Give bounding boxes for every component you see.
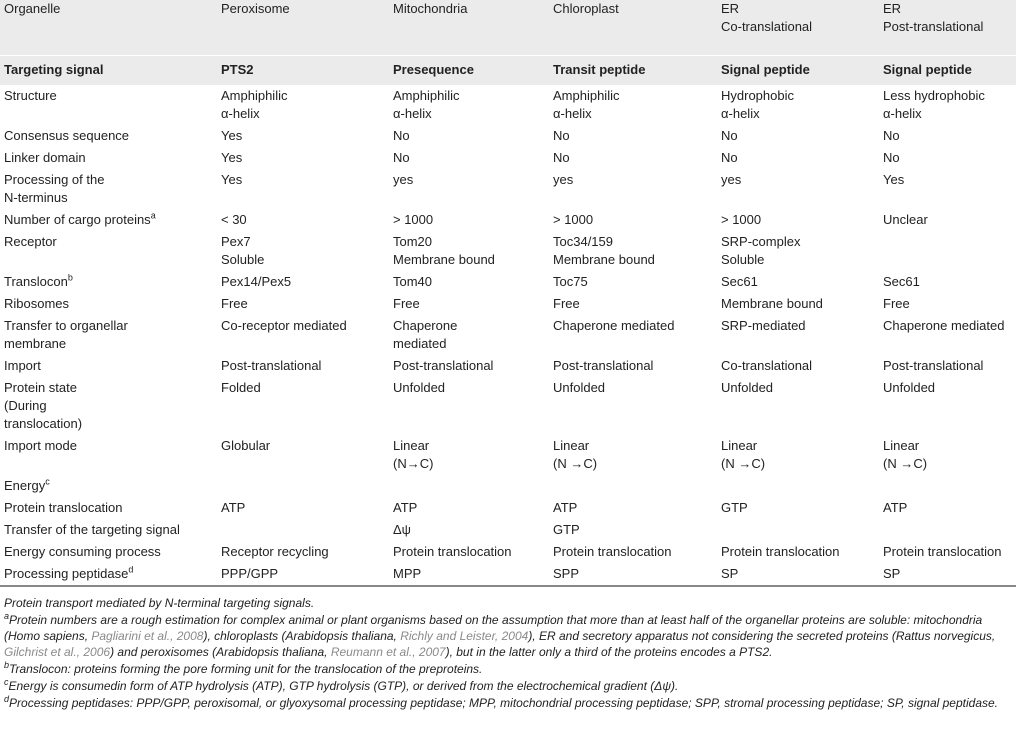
table-cell — [389, 85, 549, 125]
footnote-a-text: Protein numbers are a rough estimation for complex animal or plant organisms based on the assumption that more than at least half of the organellar proteins are soluble: mitochondria (Homo sapiens, — [4, 613, 983, 643]
cell-line: Yes — [221, 150, 243, 165]
table-cell — [879, 85, 1016, 125]
row-label — [0, 315, 217, 355]
row-label — [0, 377, 217, 435]
cell-line: Post-translational — [883, 358, 984, 373]
cell-line: Tom20 — [393, 234, 433, 249]
cell-line: α-helix — [393, 106, 432, 121]
cell-line: SP — [721, 566, 739, 581]
cell-line: Linear — [393, 438, 430, 453]
table-cell — [389, 475, 549, 497]
table-cell — [389, 377, 549, 435]
header-row — [0, 0, 1016, 55]
cell-line: Soluble — [721, 252, 765, 267]
row-label-text: Protein translocation — [4, 500, 123, 515]
table-cell — [549, 169, 717, 209]
table-cell — [217, 293, 389, 315]
table-row — [0, 519, 1016, 541]
cell-line: Sec61 — [883, 274, 920, 289]
row-label-line: membrane — [4, 336, 67, 351]
cell-line: Protein translocation — [721, 544, 840, 559]
table-row — [0, 377, 1016, 435]
table-cell — [879, 315, 1016, 355]
cell-line: Membrane bound — [721, 296, 823, 311]
row-label — [0, 125, 217, 147]
table-cell — [217, 85, 389, 125]
cell-line: ATP — [553, 500, 578, 515]
row-label-line: N-terminus — [4, 190, 68, 205]
targeting-signal-label: Targeting signal — [0, 55, 217, 85]
table-cell — [549, 271, 717, 293]
cell-line: Free — [553, 296, 580, 311]
cell-line: ATP — [393, 500, 418, 515]
row-label-line: Processing of the — [4, 172, 105, 187]
footnote-b — [4, 661, 1012, 677]
targeting-signal-cell: PTS2 — [217, 55, 389, 85]
table-cell — [549, 475, 717, 497]
row-label-text: Import mode — [4, 438, 77, 453]
table-row — [0, 209, 1016, 231]
table-row — [0, 475, 1016, 497]
table-cell — [879, 209, 1016, 231]
targeting-signal-cell: Signal peptide — [717, 55, 879, 85]
table-cell — [879, 271, 1016, 293]
header-er-post-line2: Post-translational — [883, 19, 984, 34]
citation-link[interactable]: Richly and Leister, 2004 — [400, 629, 529, 643]
table-cell — [717, 541, 879, 563]
table-cell — [389, 293, 549, 315]
table-cell — [549, 125, 717, 147]
header-organelle: Organelle — [4, 1, 61, 16]
cell-line: Linear — [883, 438, 920, 453]
table-cell — [879, 293, 1016, 315]
cell-line: ATP — [883, 500, 908, 515]
table-cell — [549, 541, 717, 563]
cell-line: Yes — [883, 172, 905, 187]
cell-line: SPP — [553, 566, 580, 581]
table-cell — [389, 147, 549, 169]
footnote-c-text: Energy is consumedin form of ATP hydrolysis (ATP), GTP hydrolysis (GTP), or derived from the electrochemical gradient (Δψ). — [8, 679, 679, 693]
footnote-a-text: ), chloroplasts (Arabidopsis thaliana, — [203, 629, 401, 643]
cell-line: < 30 — [221, 212, 247, 227]
footnote-c — [4, 678, 1012, 694]
table-cell — [217, 497, 389, 519]
cell-line: > 1000 — [721, 212, 762, 227]
cell-line: Unfolded — [883, 380, 936, 395]
row-label-text: Number of cargo proteins — [4, 212, 151, 227]
cell-line: Pex14/Pex5 — [221, 274, 292, 289]
cell-line: No — [393, 150, 410, 165]
table-footnotes — [0, 587, 1016, 711]
table-cell — [879, 377, 1016, 435]
cell-line: > 1000 — [553, 212, 594, 227]
cell-line: > 1000 — [393, 212, 434, 227]
cell-line: Yes — [221, 128, 243, 143]
citation-link[interactable]: Reumann et al., 2007 — [330, 645, 446, 659]
header-chloroplast: Chloroplast — [553, 1, 619, 16]
row-label-text: Processing peptidase — [4, 566, 129, 581]
table-cell — [549, 519, 717, 541]
cell-line: Pex7 — [221, 234, 251, 249]
row-label — [0, 169, 217, 209]
cell-line: Tom40 — [393, 274, 433, 289]
row-label — [0, 355, 217, 377]
row-label — [0, 147, 217, 169]
row-label — [0, 85, 217, 125]
table-cell — [389, 519, 549, 541]
footnote-marker: b — [67, 272, 73, 283]
cell-line: Sec61 — [721, 274, 758, 289]
cell-line: Folded — [221, 380, 261, 395]
cell-line: MPP — [393, 566, 422, 581]
cell-line: Unfolded — [553, 380, 606, 395]
row-label-line: translocation) — [4, 416, 83, 431]
cell-line: Chaperone mediated — [883, 318, 1005, 333]
table-cell — [879, 355, 1016, 377]
table-cell — [389, 563, 549, 586]
cell-line: Membrane bound — [393, 252, 495, 267]
row-label — [0, 563, 217, 586]
cell-line: α-helix — [221, 106, 260, 121]
table-cell — [717, 563, 879, 586]
row-label-text: Consensus sequence — [4, 128, 130, 143]
row-label — [0, 209, 217, 231]
header-peroxisome: Peroxisome — [221, 1, 290, 16]
table-cell — [217, 435, 389, 475]
cell-line: SRP-mediated — [721, 318, 806, 333]
cell-line: Globular — [221, 438, 271, 453]
cell-line: Free — [221, 296, 248, 311]
cell-line: Soluble — [221, 252, 265, 267]
cell-line: No — [393, 128, 410, 143]
cell-line: α-helix — [553, 106, 592, 121]
cell-line: SP — [883, 566, 901, 581]
table-cell — [879, 169, 1016, 209]
table-cell — [549, 377, 717, 435]
table-cell — [717, 231, 879, 271]
targeting-signal-cell: Presequence — [389, 55, 549, 85]
citation-link[interactable]: Gilchrist et al., 2006 — [4, 645, 111, 659]
cell-line: yes — [721, 172, 742, 187]
cell-line: Free — [393, 296, 420, 311]
table-cell — [879, 475, 1016, 497]
table-row — [0, 497, 1016, 519]
table-cell — [217, 271, 389, 293]
cell-line: Chaperone mediated — [553, 318, 675, 333]
cell-line: yes — [393, 172, 414, 187]
cell-line: No — [883, 150, 900, 165]
row-label-line: Transfer to organellar — [4, 318, 128, 333]
cell-line: α-helix — [883, 106, 922, 121]
table-cell — [217, 519, 389, 541]
footnote-b-text: Translocon: proteins forming the pore forming unit for the translocation of the preproteins. — [9, 662, 483, 676]
footnote-d — [4, 695, 1012, 711]
table-cell — [217, 147, 389, 169]
table-cell — [879, 497, 1016, 519]
footnote-a — [4, 612, 1012, 660]
table-row — [0, 563, 1016, 586]
cell-line: (N→C) — [393, 456, 434, 471]
footnote-b-marker: b — [4, 660, 10, 670]
table-cell — [549, 293, 717, 315]
table-row — [0, 231, 1016, 271]
cell-line: GTP — [721, 500, 748, 515]
row-label-text: Energy consuming process — [4, 544, 161, 559]
table-cell — [217, 231, 389, 271]
table-cell — [717, 147, 879, 169]
header-mitochondria: Mitochondria — [393, 1, 468, 16]
table-row — [0, 271, 1016, 293]
table-row — [0, 293, 1016, 315]
table-cell — [549, 147, 717, 169]
cell-line: yes — [553, 172, 574, 187]
header-er-post-line1: ER — [883, 1, 902, 16]
table-cell — [717, 293, 879, 315]
table-cell — [549, 497, 717, 519]
table-cell — [217, 541, 389, 563]
cell-line: No — [553, 128, 570, 143]
table-row — [0, 315, 1016, 355]
table-cell — [389, 125, 549, 147]
table-cell — [717, 271, 879, 293]
row-label-text: Energy — [4, 478, 46, 493]
table-cell — [217, 209, 389, 231]
cell-line: Unfolded — [721, 380, 774, 395]
cell-line: Co-translational — [721, 358, 813, 373]
table-cell — [217, 125, 389, 147]
cell-line: Protein translocation — [393, 544, 512, 559]
cell-line: (N →C) — [553, 456, 598, 471]
table-cell — [389, 541, 549, 563]
targeting-signal-row — [0, 55, 1016, 85]
footnote-marker: a — [150, 210, 156, 221]
table-cell — [549, 435, 717, 475]
table-cell — [217, 563, 389, 586]
targeting-signal-cell: Transit peptide — [549, 55, 717, 85]
cell-line: Amphiphilic — [393, 88, 460, 103]
table-body — [0, 85, 1016, 586]
table-cell — [717, 519, 879, 541]
footnote-d-marker: d — [4, 694, 10, 704]
table-cell — [389, 209, 549, 231]
cell-line: Post-translational — [393, 358, 494, 373]
cell-line: Linear — [553, 438, 590, 453]
footnote-c-marker: c — [4, 677, 9, 687]
table-cell — [389, 435, 549, 475]
cell-line: No — [721, 150, 738, 165]
table-cell — [217, 315, 389, 355]
table-caption: Protein transport mediated by N-terminal targeting signals. — [4, 596, 315, 610]
table-cell — [879, 125, 1016, 147]
table-cell — [717, 169, 879, 209]
cell-line: Post-translational — [553, 358, 654, 373]
cell-line: Toc75 — [553, 274, 588, 289]
cell-line: Toc34/159 — [553, 234, 613, 249]
table-cell — [217, 169, 389, 209]
table-row — [0, 125, 1016, 147]
footnote-d-text: Processing peptidases: PPP/GPP, peroxisomal, or glyoxysomal processing peptidase; MPP, mitochondrial processing peptidase; SPP, stromal processing peptidase; SP, signal peptidase. — [9, 696, 999, 710]
cell-line: (N →C) — [883, 456, 928, 471]
table-row — [0, 435, 1016, 475]
cell-line: Protein translocation — [553, 544, 672, 559]
cell-line: GTP — [553, 522, 580, 537]
table-cell — [217, 355, 389, 377]
cell-line: Unclear — [883, 212, 928, 227]
footnote-a-marker: a — [4, 611, 10, 621]
row-label-text: Transfer of the targeting signal — [4, 522, 180, 537]
table-cell — [717, 377, 879, 435]
row-label-text: Structure — [4, 88, 57, 103]
table-cell — [389, 271, 549, 293]
table-row — [0, 355, 1016, 377]
cell-line: No — [721, 128, 738, 143]
table-cell — [717, 315, 879, 355]
cell-line: SRP-complex — [721, 234, 801, 249]
footnote-a-text: ), ER and secretory apparatus not considering the secreted proteins (Rattus norvegicus, — [528, 629, 996, 643]
cell-line: mediated — [393, 336, 447, 351]
row-label-text: Translocon — [4, 274, 68, 289]
table-cell — [389, 315, 549, 355]
targeting-signal-cell: Signal peptide — [879, 55, 1016, 85]
table-cell — [389, 497, 549, 519]
row-label — [0, 519, 217, 541]
row-label-line: (During — [4, 398, 47, 413]
cell-line: Membrane bound — [553, 252, 655, 267]
cell-line: Linear — [721, 438, 758, 453]
cell-line: Unfolded — [393, 380, 446, 395]
footnote-marker: c — [45, 476, 50, 487]
table-row — [0, 85, 1016, 125]
row-label — [0, 541, 217, 563]
table-cell — [879, 147, 1016, 169]
cell-line: Co-receptor mediated — [221, 318, 347, 333]
row-label-line: Protein state — [4, 380, 77, 395]
cell-line: Yes — [221, 172, 243, 187]
table-cell — [549, 85, 717, 125]
header-er-co-line1: ER — [721, 1, 740, 16]
table-cell — [879, 435, 1016, 475]
table-cell — [389, 355, 549, 377]
cell-line: Less hydrophobic — [883, 88, 985, 103]
row-label — [0, 435, 217, 475]
cell-line: Receptor recycling — [221, 544, 329, 559]
header-er-co — [717, 0, 879, 55]
table-cell — [549, 315, 717, 355]
cell-line: (N →C) — [721, 456, 766, 471]
cell-line: α-helix — [721, 106, 760, 121]
table-cell — [879, 231, 1016, 271]
cell-line: Chaperone — [393, 318, 458, 333]
row-label — [0, 497, 217, 519]
table-cell — [717, 475, 879, 497]
table-cell — [717, 497, 879, 519]
row-label — [0, 293, 217, 315]
cell-line: Δψ — [393, 522, 411, 537]
cell-line: Hydrophobic — [721, 88, 794, 103]
table-cell — [717, 125, 879, 147]
cell-line: Amphiphilic — [553, 88, 620, 103]
table-cell — [389, 231, 549, 271]
header-er-co-line2: Co-translational — [721, 19, 813, 34]
table-cell — [879, 541, 1016, 563]
row-label-text: Linker domain — [4, 150, 86, 165]
table-cell — [389, 169, 549, 209]
row-label — [0, 271, 217, 293]
table-cell — [549, 563, 717, 586]
footnote-a-text: ), but in the latter only a third of the proteins encodes a PTS2. — [445, 645, 773, 659]
table-cell — [717, 85, 879, 125]
footnote-a-text: ) and peroxisomes (Arabidopsis thaliana, — [110, 645, 331, 659]
table-row — [0, 541, 1016, 563]
table-cell — [717, 435, 879, 475]
row-label — [0, 231, 217, 271]
table-cell — [717, 355, 879, 377]
table-row — [0, 169, 1016, 209]
cell-line: No — [883, 128, 900, 143]
header-er-post — [879, 0, 1016, 55]
table-cell — [549, 209, 717, 231]
cell-line: PPP/GPP — [221, 566, 279, 581]
table-cell — [879, 519, 1016, 541]
table-cell — [549, 355, 717, 377]
table-cell — [717, 209, 879, 231]
cell-line: Free — [883, 296, 910, 311]
row-label — [0, 475, 217, 497]
table-cell — [217, 475, 389, 497]
row-label-text: Receptor — [4, 234, 57, 249]
table-cell — [879, 563, 1016, 586]
citation-link[interactable]: Pagliarini et al., 2008 — [91, 629, 204, 643]
footnote-marker: d — [128, 564, 134, 575]
table-row — [0, 147, 1016, 169]
cell-line: Post-translational — [221, 358, 322, 373]
cell-line: Protein translocation — [883, 544, 1002, 559]
row-label-text: Import — [4, 358, 41, 373]
table-cell — [217, 377, 389, 435]
row-label-text: Ribosomes — [4, 296, 70, 311]
table-cell — [549, 231, 717, 271]
cell-line: Amphiphilic — [221, 88, 288, 103]
cell-line: No — [553, 150, 570, 165]
cell-line: ATP — [221, 500, 246, 515]
